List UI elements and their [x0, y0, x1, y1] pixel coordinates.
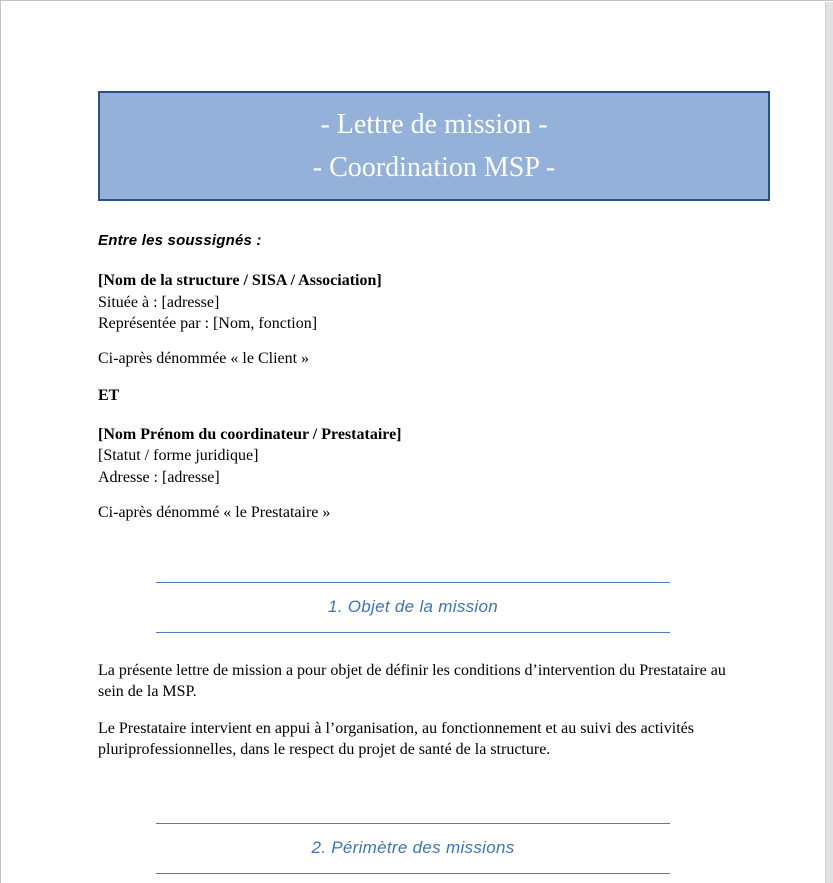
- provider-name: [Nom Prénom du coordinateur / Prestataire]: [98, 425, 402, 443]
- intro-line: Entre les soussignés :: [98, 232, 262, 249]
- provider-block: [98, 424, 772, 489]
- scrollbar-track[interactable]: [825, 2, 833, 883]
- provider-address: Adresse : [adresse]: [98, 468, 220, 486]
- section-1-label: 1. Objet de la mission: [327, 596, 499, 616]
- title-line-1: - Lettre de mission -: [320, 109, 548, 140]
- section-heading-1: [156, 582, 670, 633]
- client-designation: Ci-après dénommée « le Client »: [98, 349, 310, 367]
- provider-status: [Statut / forme juridique]: [98, 447, 259, 464]
- client-representative: Représentée par : [Nom, fonction]: [98, 315, 318, 332]
- client-name: [Nom de la structure / SISA / Association]: [98, 272, 382, 289]
- title-line-2: - Coordination MSP -: [312, 152, 556, 183]
- provider-designation: Ci-après dénommé « le Prestataire »: [98, 504, 331, 521]
- client-address: Située à : [adresse]: [98, 293, 220, 311]
- document-content: [98, 91, 772, 874]
- section-1-paragraph-1: La présente lettre de mission a pour objet de définir les conditions d’intervention du Prestataire au sein de la MSP.: [98, 661, 726, 700]
- section-1-paragraph-2: Le Prestataire intervient en appui à l’organisation, au fonctionnement et au suivi des activités pluriprofessionnelles, dans le respect du projet de santé de la structure.: [98, 719, 694, 758]
- section-heading-2: [156, 823, 670, 874]
- title-banner: [98, 91, 770, 201]
- section-2-label: 2. Périmètre des missions: [311, 837, 515, 857]
- client-block: [98, 270, 772, 335]
- connector-et: ET: [98, 387, 120, 404]
